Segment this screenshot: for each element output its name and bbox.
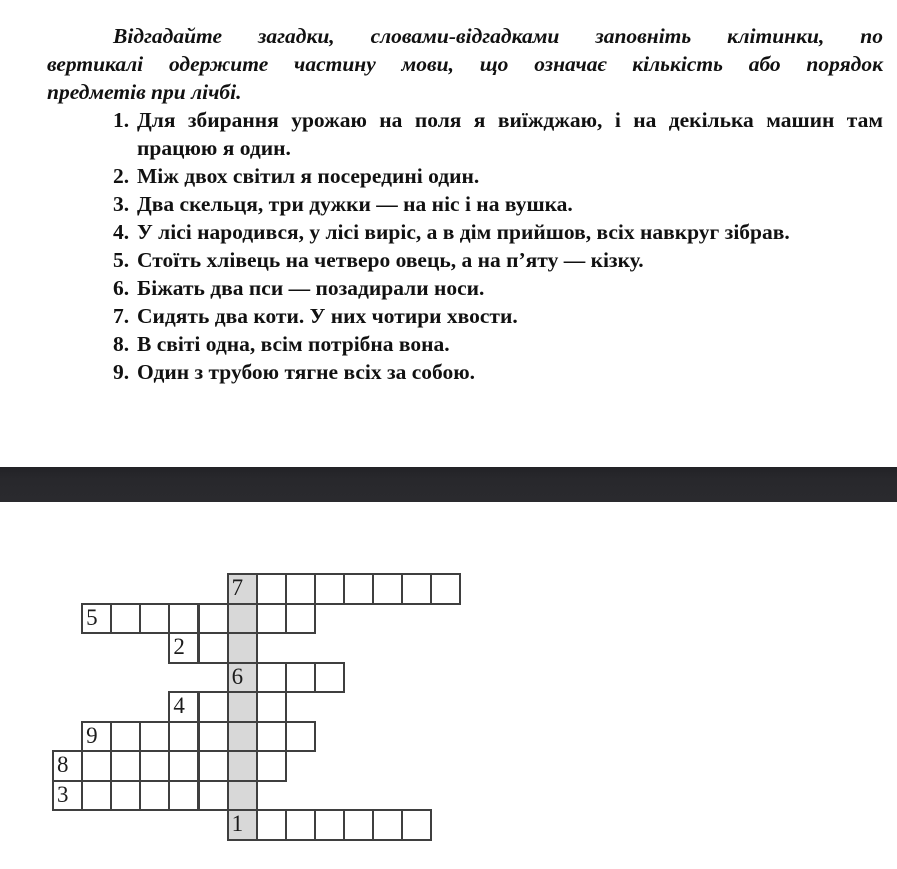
crossword-cell [168, 721, 199, 753]
crossword-cell [256, 809, 287, 841]
crossword-cell [198, 691, 229, 723]
item-number: 3. [113, 192, 130, 216]
crossword-cell [343, 573, 374, 605]
crossword-cell [81, 721, 112, 753]
cell-number: 8 [57, 752, 69, 777]
crossword-cell [52, 780, 83, 812]
crossword-cell [198, 750, 229, 782]
crossword-cell [139, 721, 170, 753]
riddle-item [113, 302, 883, 330]
crossword-grid [52, 573, 472, 843]
riddle-item [113, 330, 883, 358]
crossword-cell [198, 632, 229, 664]
item-text [137, 106, 883, 162]
item-text-line: працюю я один. [137, 136, 291, 160]
crossword-cell-shaded [227, 780, 258, 812]
intro-line: Відгадайте загадки, словами-відгадками заповніть клітинки, по [113, 24, 883, 48]
cell-number: 3 [57, 781, 69, 807]
crossword-cell [256, 691, 287, 723]
item-text-line: Один з трубою тягне всіх за собою. [137, 360, 476, 384]
crossword-cell-shaded [227, 809, 258, 841]
crossword-cell [81, 603, 112, 635]
crossword-cell [285, 662, 316, 694]
cell-number: 1 [231, 811, 244, 836]
crossword-cell [110, 721, 141, 753]
item-text [137, 218, 883, 246]
crossword-cell [401, 809, 432, 841]
crossword-cell-shaded [227, 750, 258, 782]
crossword-cell [168, 691, 199, 723]
crossword-cell [198, 721, 229, 753]
crossword-cell-shaded [227, 721, 258, 753]
crossword-cell [285, 809, 316, 841]
text-block [47, 22, 883, 386]
item-text [137, 274, 883, 302]
crossword-cell-shaded [227, 603, 258, 635]
crossword-cell [168, 603, 199, 635]
crossword-cell-shaded [227, 662, 258, 694]
crossword-cell [168, 780, 199, 812]
crossword-cell [285, 603, 316, 635]
item-number: 6. [113, 276, 130, 300]
item-number: 5. [113, 248, 130, 272]
crossword-cell [52, 750, 83, 782]
crossword-cell [314, 573, 345, 605]
crossword-cell [256, 573, 287, 605]
crossword-cell [285, 721, 316, 753]
crossword-cell [285, 573, 316, 605]
item-text [137, 246, 883, 274]
crossword-cell [110, 603, 141, 635]
intro-paragraph [47, 22, 883, 106]
crossword-cell [430, 573, 461, 605]
item-text-line: Біжать два пси — позадирали носи. [137, 276, 485, 300]
riddle-item [113, 162, 883, 190]
item-text [137, 302, 883, 330]
crossword-cell [198, 603, 229, 635]
item-text [137, 190, 883, 218]
crossword-cell-shaded [227, 632, 258, 664]
item-number: 2. [113, 164, 130, 188]
crossword-cell [256, 750, 287, 782]
crossword-cell [81, 780, 112, 812]
crossword-cell [139, 603, 170, 635]
crossword-cell-shaded [227, 573, 258, 605]
crossword-cell [343, 809, 374, 841]
item-text [137, 330, 883, 358]
cell-number: 7 [231, 575, 244, 600]
intro-line: предметів при лічбі. [47, 80, 242, 104]
item-number: 1. [113, 108, 130, 132]
item-text-line: Між двох світил я посередині один. [137, 164, 480, 188]
crossword-cell-shaded [227, 691, 258, 723]
item-text-line: Сидять два коти. У них чотири хвости. [137, 304, 518, 328]
riddle-item [113, 246, 883, 274]
crossword-cell [401, 573, 432, 605]
cell-number: 9 [86, 722, 98, 748]
item-text [137, 358, 883, 386]
item-text-line: Для збирання урожаю на поля я виїжджаю, і на декілька машин там [137, 108, 883, 132]
item-text-line: Два скельця, три дужки — на ніс і на вушка. [137, 192, 573, 216]
crossword-cell [314, 809, 345, 841]
item-number: 4. [113, 220, 130, 244]
crossword-cell [168, 750, 199, 782]
riddle-item [113, 218, 883, 246]
crossword-cell [168, 632, 199, 664]
crossword-cell [81, 750, 112, 782]
item-number: 8. [113, 332, 130, 356]
item-text [137, 162, 883, 190]
riddle-item [113, 274, 883, 302]
crossword-cell [256, 662, 287, 694]
crossword-cell [256, 603, 287, 635]
item-text-line: У лісі народився, у лісі виріс, а в дім прийшов, всіх навкруг зібрав. [137, 220, 790, 244]
item-text-line: Стоїть хлівець на четверо овець, а на п’яту — кізку. [137, 248, 644, 272]
cell-number: 4 [173, 693, 185, 718]
cell-number: 6 [231, 663, 244, 689]
crossword-cell [372, 809, 403, 841]
riddle-item [113, 358, 883, 386]
item-text-line: В світі одна, всім потрібна вона. [137, 332, 450, 356]
page-separator-band [0, 467, 897, 502]
item-number: 9. [113, 360, 130, 384]
crossword-cell [110, 780, 141, 812]
crossword-cell [139, 750, 170, 782]
crossword-cell [372, 573, 403, 605]
item-number: 7. [113, 304, 130, 328]
crossword-cell [139, 780, 170, 812]
crossword-cell [110, 750, 141, 782]
riddle-item [113, 190, 883, 218]
crossword-cell [314, 662, 345, 694]
riddle-list [113, 106, 883, 386]
cell-number: 2 [173, 634, 185, 659]
crossword-cell [198, 780, 229, 812]
riddle-item [113, 106, 883, 162]
intro-line: вертикалі одержите частину мови, що означає кількість або порядок [47, 52, 883, 76]
crossword-cell [256, 721, 287, 753]
cell-number: 5 [86, 604, 98, 630]
